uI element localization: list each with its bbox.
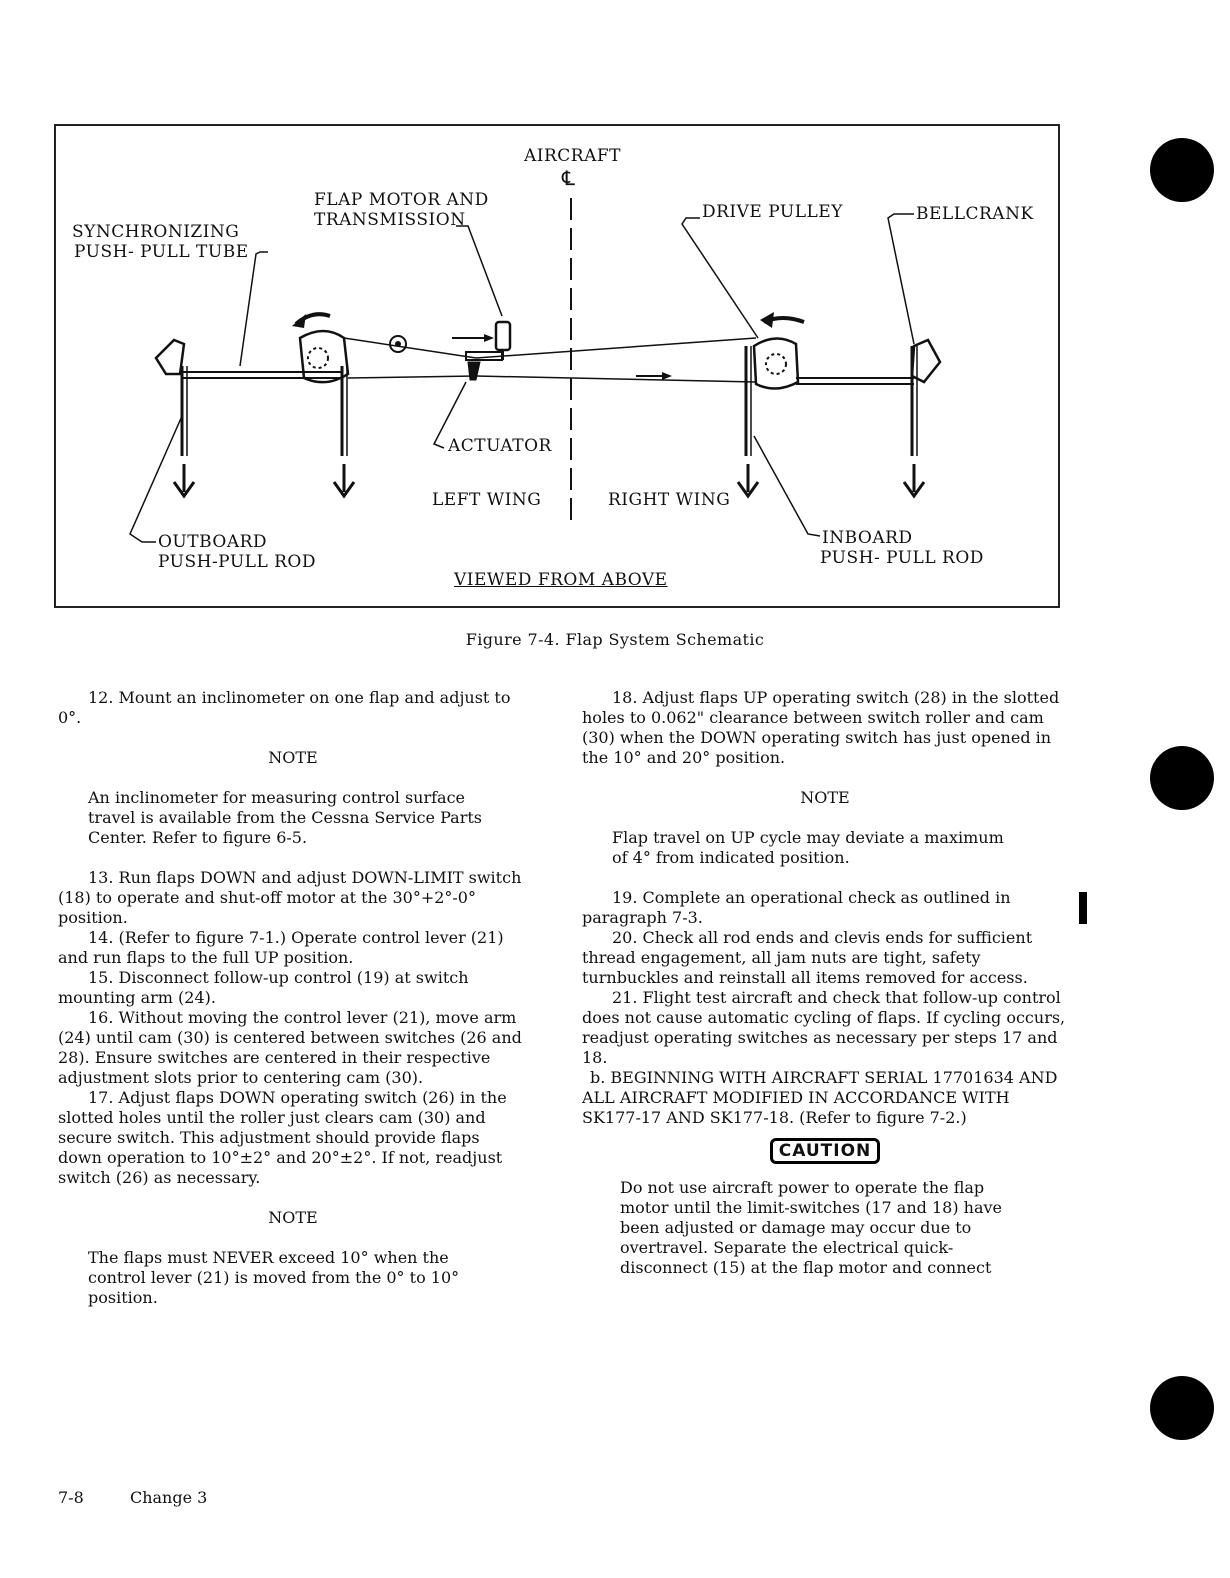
note-3-title: NOTE	[800, 788, 850, 807]
down-arrow-icon-3	[738, 464, 758, 496]
change-label: Change 3	[129, 1488, 208, 1507]
bellcrank-label: BELLCRANK	[916, 204, 1034, 224]
inboard-label-1: INBOARD	[822, 528, 913, 548]
caution-body: Do not use aircraft power to operate the flap motor until the limit-switches (17 and 18) have been adjusted or damage may occur due to overtravel. Separate the electrical quick-disconnect (15) at the flap motor and connect	[620, 1178, 1002, 1277]
note-1-body: An inclinometer for measuring control surface travel is available from the Cessna Service Parts Center. Refer to figure 6-5.	[88, 788, 482, 847]
motor-leader	[456, 226, 502, 316]
step-16: 16. Without moving the control lever (21), move arm (24) until cam (30) is centered between switches (26 and 28). Ensure switches are centered in their respective adjustment slots prior to centering cam (30).	[58, 1008, 522, 1087]
flap-motor-label-1: FLAP MOTOR AND	[314, 190, 489, 210]
outboard-leader	[130, 416, 182, 542]
down-arrow-icon-1	[174, 464, 194, 496]
caution-row	[582, 1138, 1068, 1164]
inboard-leader	[754, 436, 820, 536]
outboard-label-1: OUTBOARD	[158, 532, 268, 552]
aircraft-label: AIRCRAFT	[524, 146, 622, 166]
step-13: 13. Run flaps DOWN and adjust DOWN-LIMIT switch (18) to operate and shut-off motor at the 30°+2°-0° position.	[58, 868, 522, 927]
down-arrow-icon-4	[904, 464, 924, 496]
flap-schematic-figure	[54, 124, 1060, 608]
binder-hole-bottom	[1150, 1376, 1214, 1440]
right-drive-pulley-icon	[746, 338, 798, 456]
note-1-title: NOTE	[268, 748, 318, 767]
step-20: 20. Check all rod ends and clevis ends for sufficient thread engagement, all jam nuts are tight, safety turnbuckles and reinstall all items removed for access.	[582, 928, 1033, 987]
down-arrow-icon-2	[334, 464, 354, 496]
revision-bar	[1079, 892, 1087, 924]
drive-pulley-label: DRIVE PULLEY	[702, 202, 843, 222]
note-2-title: NOTE	[268, 1208, 318, 1227]
step-15: 15. Disconnect follow-up control (19) at switch mounting arm (24).	[58, 968, 469, 1007]
note-3-body: Flap travel on UP cycle may deviate a maximum of 4° from indicated position.	[612, 828, 1004, 867]
step-14: 14. (Refer to figure 7-1.) Operate control lever (21) and run flaps to the full UP position.	[58, 928, 504, 967]
sync-tube-label-2: PUSH- PULL TUBE	[74, 242, 249, 262]
right-column	[582, 688, 1068, 1278]
caution-label: CAUTION	[770, 1138, 881, 1164]
outboard-label-2: PUSH-PULL ROD	[158, 552, 316, 572]
inboard-label-2: PUSH- PULL ROD	[820, 548, 984, 568]
flap-motor-label-2: TRANSMISSION	[314, 210, 466, 230]
viewed-from-above-label: VIEWED FROM ABOVE	[454, 570, 668, 590]
step-19: 19. Complete an operational check as outlined in paragraph 7-3.	[582, 888, 1011, 927]
left-column	[58, 688, 528, 1308]
step-21: 21. Flight test aircraft and check that follow-up control does not cause automatic cycling of flaps. If cycling occurs, readjust operating switches as necessary per steps 17 and 18.	[582, 988, 1066, 1067]
step-18: 18. Adjust flaps UP operating switch (28) in the slotted holes to 0.062" clearance between switch roller and cam (30) when the DOWN operating switch has just opened in the 10° and 20° position.	[582, 688, 1060, 767]
binder-hole-top	[1150, 138, 1214, 202]
sync-tube-label-1: SYNCHRONIZING	[72, 222, 240, 242]
section-b-heading: b. BEGINNING WITH AIRCRAFT SERIAL 17701634 AND ALL AIRCRAFT MODIFIED IN ACCORDANCE WITH SK177-17 AND SK177-18. (Refer to figure 7-2.)	[582, 1068, 1058, 1127]
page-number: 7-8	[58, 1488, 84, 1507]
right-wing-label: RIGHT WING	[608, 490, 731, 510]
binder-hole-middle	[1150, 746, 1214, 810]
left-wing-label: LEFT WING	[432, 490, 542, 510]
right-bellcrank-icon	[912, 340, 940, 456]
centerline-symbol: ℄	[562, 166, 576, 190]
bellcrank-leader	[888, 214, 914, 344]
note-2-body: The flaps must NEVER exceed 10° when the control lever (21) is moved from the 0° to 10° position.	[88, 1248, 460, 1307]
step-12: 12. Mount an inclinometer on one flap and adjust to 0°.	[58, 688, 511, 727]
drive-pulley-leader	[682, 218, 758, 338]
left-drive-pulley-icon	[300, 331, 348, 456]
actuator-label: ACTUATOR	[448, 436, 552, 456]
sync-tube-leader	[240, 252, 268, 366]
figure-caption: Figure 7-4. Flap System Schematic	[465, 630, 765, 649]
step-17: 17. Adjust flaps DOWN operating switch (26) in the slotted holes until the roller just clears cam (30) and secure switch. This adjustment should provide flaps down operation to 10°±2° and 20°±2°. If not, readjust switch (26) as necessary.	[58, 1088, 507, 1187]
page-footer	[58, 1488, 207, 1507]
